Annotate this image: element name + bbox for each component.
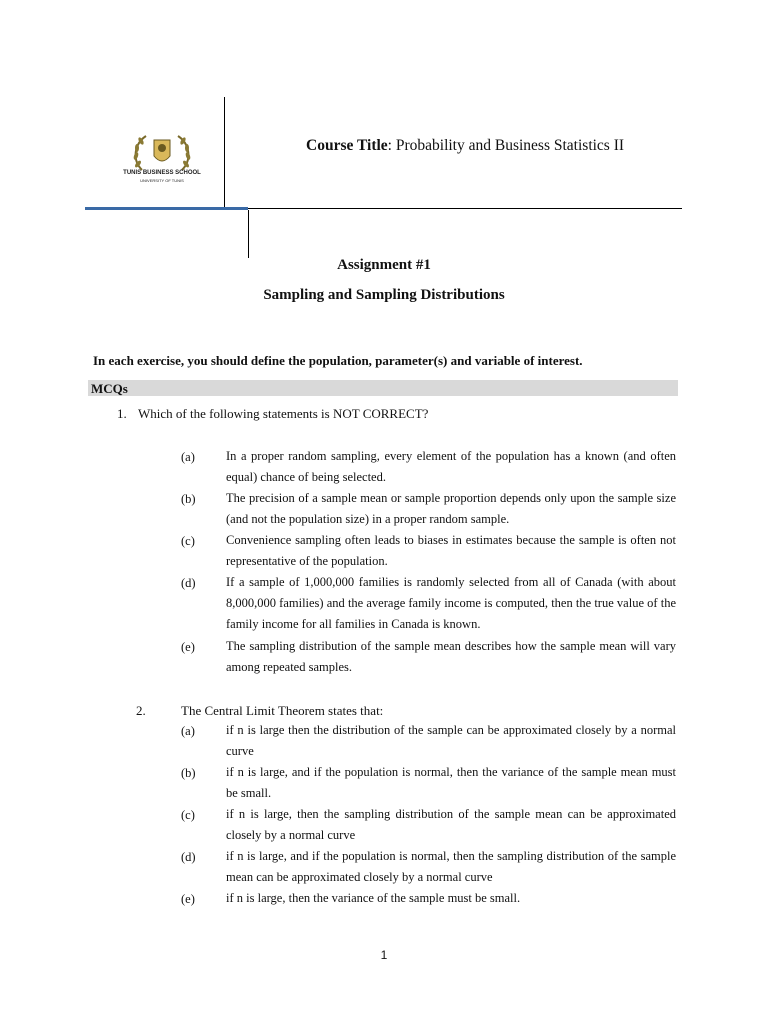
option-letter: (d) [181, 850, 196, 864]
section-header-bar [88, 380, 678, 396]
header-divider-horizontal [248, 208, 682, 209]
header-divider-blue [85, 207, 248, 210]
option-text: if n is large, and if the population is normal, then the variance of the sample mean must be small. [226, 765, 676, 800]
logo-text: TUNIS BUSINESS SCHOOL [123, 170, 201, 176]
school-logo [112, 120, 212, 200]
course-title [306, 137, 624, 155]
question-number: 1. [117, 406, 127, 421]
option-letter: (a) [181, 450, 195, 464]
option-letter: (c) [181, 808, 195, 822]
option-text: The precision of a sample mean or sample proportion depends only upon the sample size (and not the population size) in a proper random sample. [226, 491, 676, 526]
question-text: The Central Limit Theorem states that: [181, 703, 384, 718]
assignment-title: Assignment #1 [337, 257, 431, 273]
logo-subtext: UNIVERSITY OF TUNIS [140, 178, 184, 183]
question-text: Which of the following statements is NOT CORRECT? [138, 406, 429, 421]
instructions: In each exercise, you should define the population, parameter(s) and variable of interest. [93, 353, 583, 368]
laurel-crest-icon [112, 120, 212, 200]
section-label: MCQs [91, 381, 128, 396]
option-letter: (b) [181, 492, 196, 506]
option-text: if n is large, and if the population is normal, then the sampling distribution of the sample mean can be approximated closely by a normal curve [226, 849, 676, 884]
option-text: If a sample of 1,000,000 families is randomly selected from all of Canada (with about 8,000,000 families) and the average family income is computed, then the true value of the family income for all families in Canada is known. [226, 575, 676, 631]
option-letter: (a) [181, 724, 195, 738]
option-text: The sampling distribution of the sample mean describes how the sample mean will vary among repeated samples. [226, 639, 676, 674]
option-letter: (b) [181, 766, 196, 780]
assignment-subtitle: Sampling and Sampling Distributions [263, 287, 505, 303]
option-letter: (e) [181, 892, 195, 906]
option-text: Convenience sampling often leads to biases in estimates because the sample is often not representative of the population. [226, 533, 676, 568]
option-text: if n is large, then the sampling distribution of the sample mean can be approximated closely by a normal curve [226, 807, 676, 842]
option-letter: (d) [181, 576, 196, 590]
page-number: 1 [380, 948, 388, 962]
course-title-label: Course Title [306, 137, 388, 154]
option-text: if n is large, then the variance of the sample must be small. [226, 891, 521, 905]
option-letter: (e) [181, 640, 195, 654]
header-divider-vertical-lower [248, 210, 249, 258]
course-title-value: : Probability and Business Statistics II [387, 137, 625, 154]
option-text: if n is large then the distribution of the sample can be approximated closely by a normal curve [226, 723, 676, 758]
question-number: 2. [136, 703, 146, 718]
option-letter: (c) [181, 534, 195, 548]
option-text: In a proper random sampling, every element of the population has a known (and often equal) chance of being selected. [226, 449, 676, 484]
header-divider-vertical [224, 97, 225, 208]
